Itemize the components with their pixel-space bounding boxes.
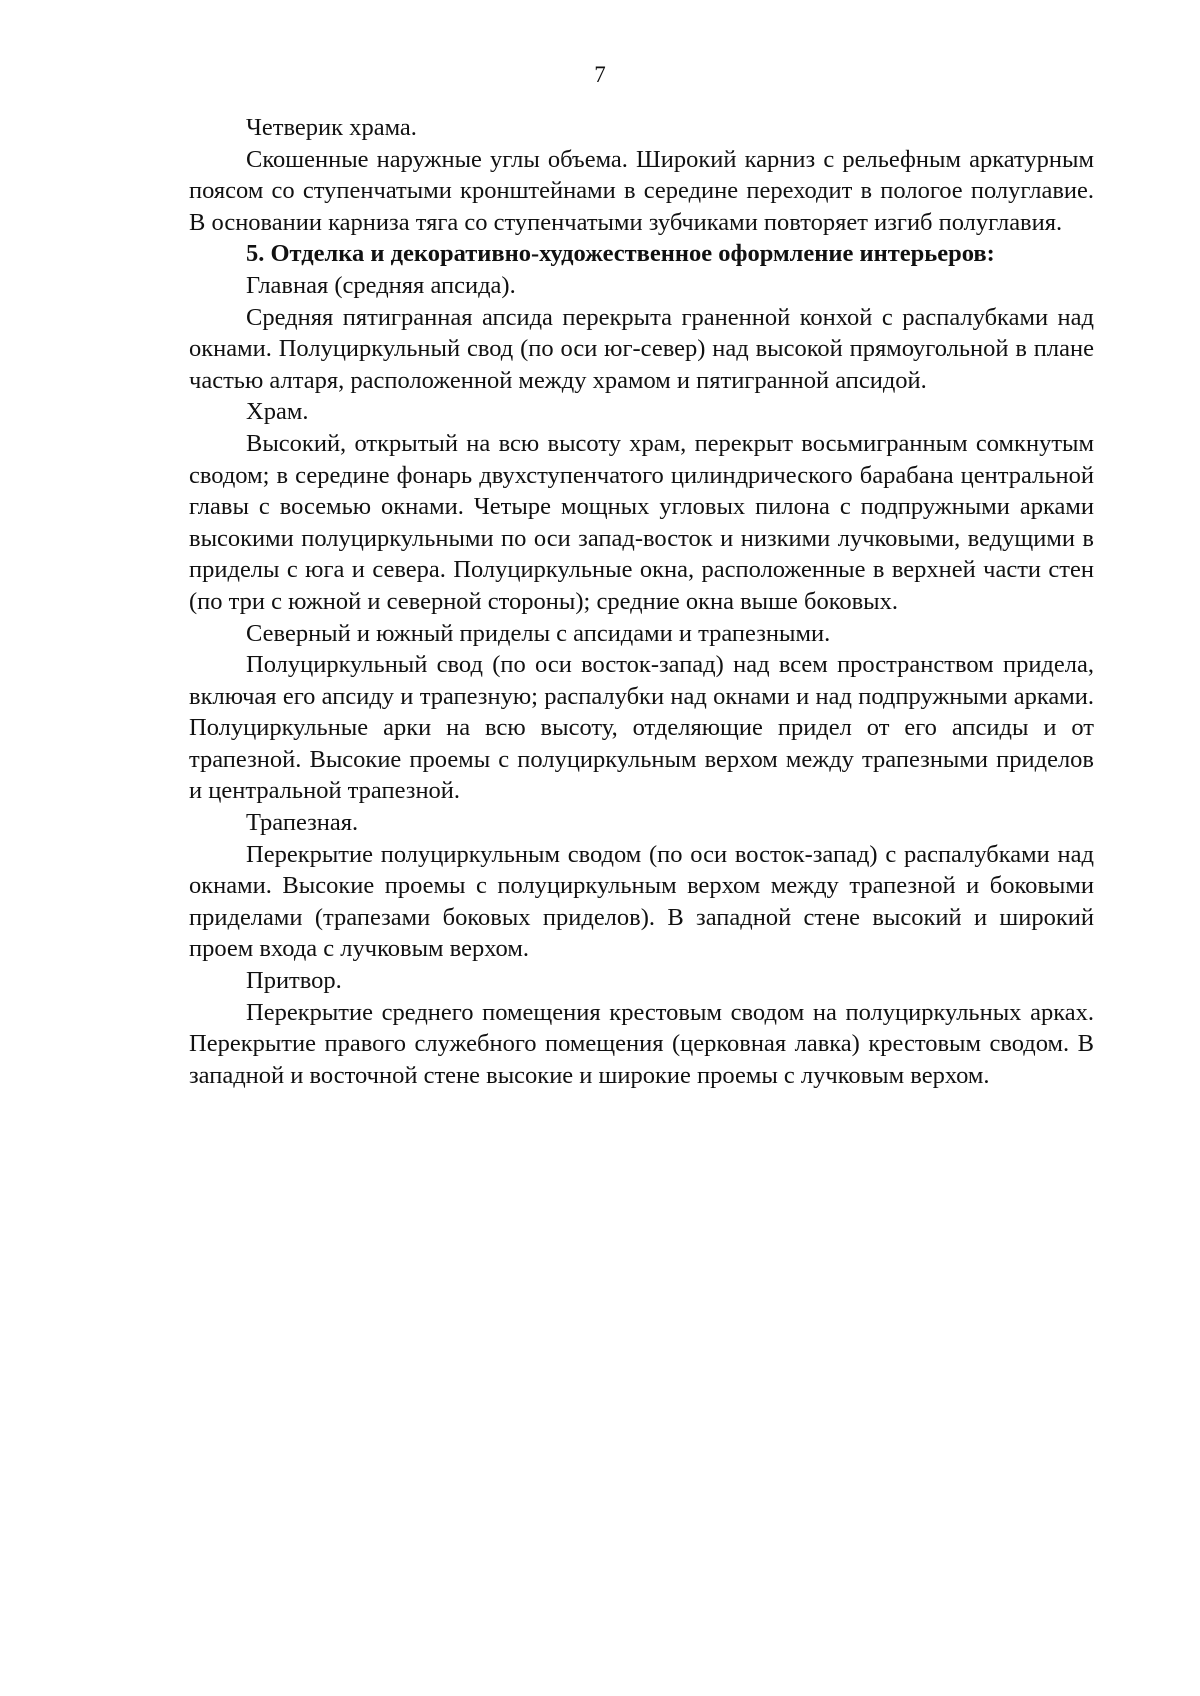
subsection-title-temple: Храм. <box>246 398 309 426</box>
subsection-title-refectory: Трапезная. <box>246 809 359 837</box>
paragraph-temple-description: Высокий, открытый на всю высоту храм, перекрыт восьмигранным сомкнутым сводом; в середине фонарь двухступенчатого цилиндрического барабана центральной главы с восемью окнами. Четыре мощных угловых пилона с подпружными арками высокими полуциркульными по оси запад-восток и низкими лучковыми, ведущими в приделы с юга и севера. Полуциркульные окна, расположенные в верхней части стен (по три с южной и северной стороны); средние окна выше боковых. <box>189 429 1094 615</box>
subsection-title-side-chapels: Северный и южный приделы с апсидами и трапезными. <box>246 619 831 647</box>
page-number: 7 <box>594 62 606 87</box>
subsection-title-main-apse: Главная (средняя апсида). <box>246 271 516 299</box>
subsection-title-narthex: Притвор. <box>246 967 342 995</box>
subsection-title-chetverik: Четверик храма. <box>246 114 417 141</box>
paragraph-chetverik-description: Скошенные наружные углы объема. Широкий карниз с рельефным аркатурным поясом со ступенчатыми кронштейнами в середине переходит в пологое полуглавие. В основании карниза тяга со ступенчатыми зубчиками повторяет изгиб полуглавия. <box>189 145 1094 236</box>
paragraph-narthex-description: Перекрытие среднего помещения крестовым сводом на полуциркульных арках. Перекрытие правого служебного помещения (церковная лавка) крестовым сводом. В западной и восточной стене высокие и широкие проемы с лучковым верхом. <box>189 998 1094 1089</box>
paragraph-refectory-description: Перекрытие полуциркульным сводом (по оси восток-запад) с распалубками над окнами. Высокие проемы с полуциркульным верхом между трапезной и боковыми приделами (трапезами боковых приделов). В западной стене высокий и широкий проем входа с лучковым верхом. <box>189 840 1094 963</box>
paragraph-side-chapels-description: Полуциркульный свод (по оси восток-запад) над всем пространством придела, включая его апсиду и трапезную; распалубки над окнами и над подпружными арками. Полуциркульные арки на всю высоту, отделяющие придел от его апсиды и от трапезной. Высокие проемы с полуциркульным верхом между трапезными приделов и центральной трапезной. <box>189 651 1094 805</box>
section-heading-interior-finishing: 5. Отделка и декоративно-художественное оформление интерьеров: <box>246 240 995 268</box>
paragraph-main-apse-description: Средняя пятигранная апсида перекрыта граненной конхой с распалубками над окнами. Полуциркульный свод (по оси юг-север) над высокой прямоугольной в плане частью алтаря, расположенной между храмом и пятигранной апсидой. <box>189 303 1094 394</box>
document-body <box>189 112 1094 1091</box>
